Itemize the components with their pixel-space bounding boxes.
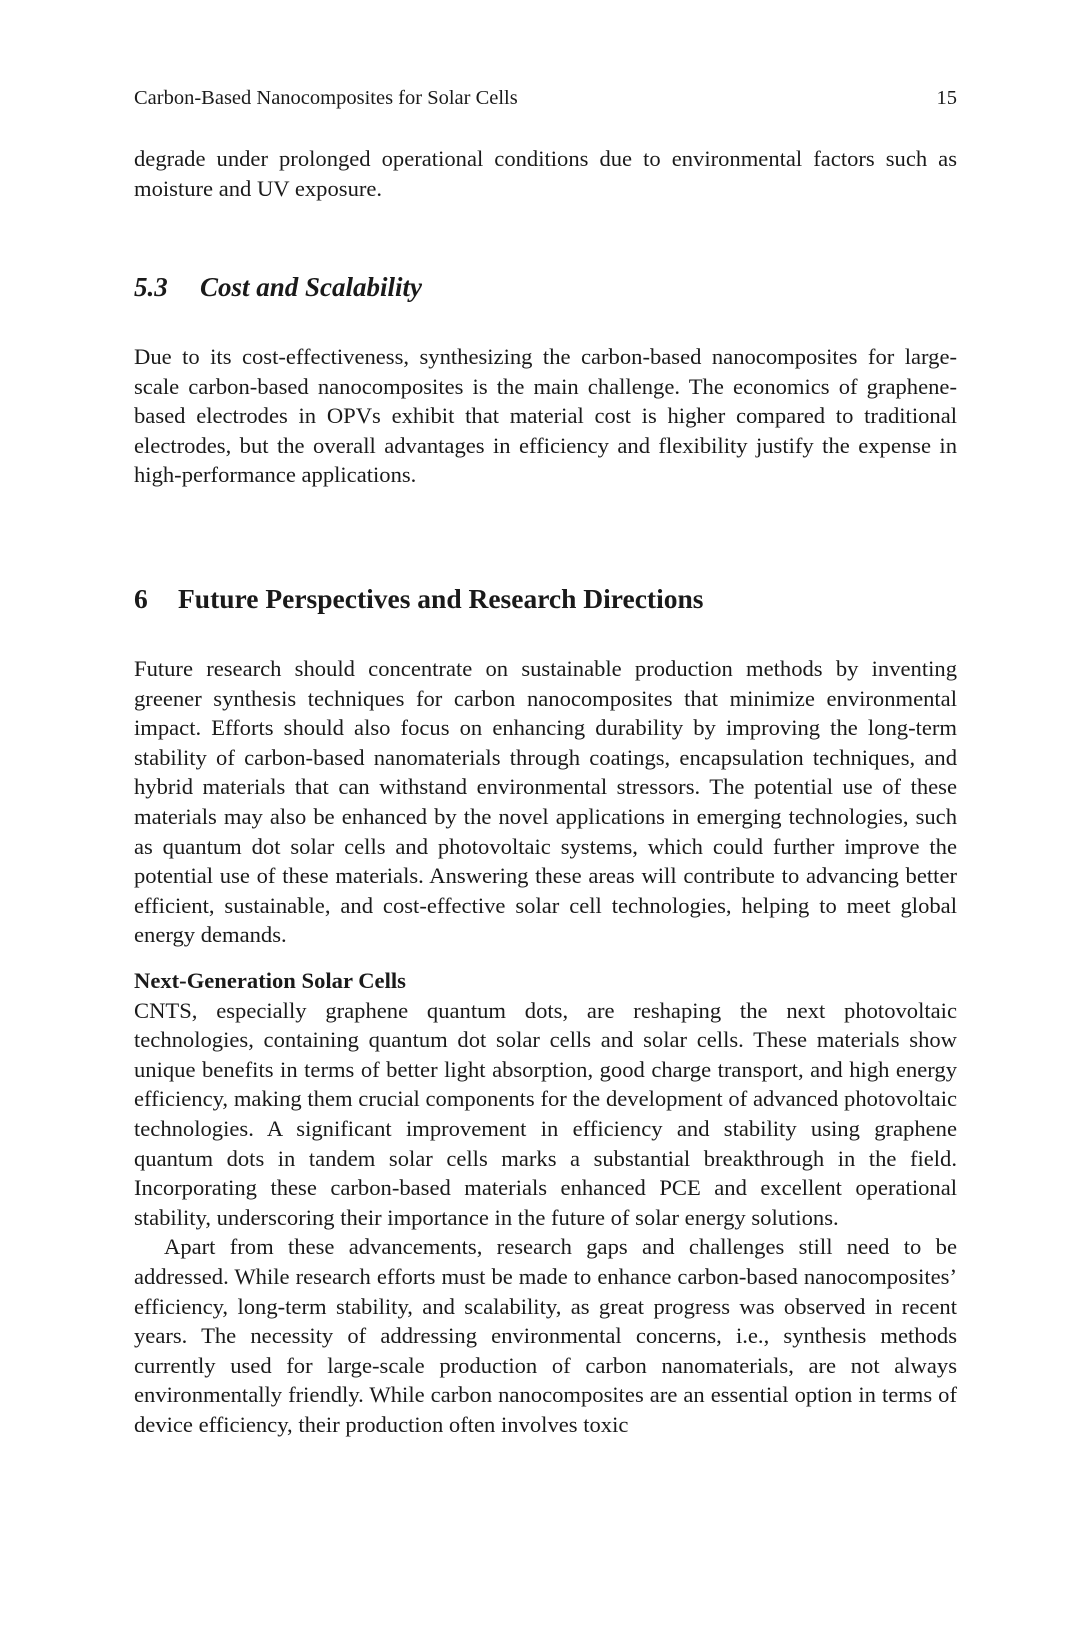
running-head-title: Carbon-Based Nanocomposites for Solar Cells xyxy=(134,87,518,109)
subsection-5-3-body xyxy=(134,342,957,490)
page-number: 15 xyxy=(936,87,957,109)
cost-scalability-paragraph: Due to its cost-effectiveness, synthesizing the carbon-based nanocomposites for large-scale carbon-based nanocomposites is the main challenge. The economics of graphene-based electrodes in OPVs exhibit that material cost is higher compared to traditional electrodes, but the overall advantages in efficiency and flexibility justify the expense in high-performance applications. xyxy=(134,344,957,488)
continuation-block xyxy=(134,144,957,203)
continuation-paragraph: degrade under prolonged operational conditions due to environmental factors such as moisture and UV exposure. xyxy=(134,146,957,201)
future-perspectives-paragraph: Future research should concentrate on sustainable production methods by inventing greener synthesis techniques for carbon nanocomposites that minimize environmental impact. Efforts should also focus on enhancing durability by improving the long-term stability of carbon-based nanomaterials through coatings, encapsulation techniques, and hybrid materials that can withstand environmental stressors. The potential use of these materials may also be enhanced by the novel applications in emerging technologies, such as quantum dot solar cells and photovoltaic systems, which could further improve the potential use of these materials. Answering these areas will contribute to advancing better efficient, sustainable, and cost-effective solar cell technologies, helping to meet global energy demands. xyxy=(134,656,957,948)
subsection-5-3 xyxy=(134,270,957,304)
subsection-title: Cost and Scalability xyxy=(200,272,423,302)
section-heading xyxy=(134,582,957,616)
section-6-body xyxy=(134,654,957,950)
section-title: Future Perspectives and Research Directions xyxy=(178,583,704,614)
next-generation-paragraph-2: Apart from these advancements, research gaps and challenges still need to be addressed. While research efforts must be made to enhance carbon-based nanocomposites’ efficiency, long-term stability, and scalability, as great progress was observed in recent years. The necessity of addressing environmental concerns, i.e., synthesis methods currently used for large-scale production of carbon nanomaterials, are not always environmentally friendly. While carbon nanocomposites are an essential option in terms of device efficiency, their production often involves toxic xyxy=(134,1234,957,1437)
next-generation-heading: Next-Generation Solar Cells xyxy=(134,968,406,993)
next-generation-paragraph-1: CNTS, especially graphene quantum dots, are reshaping the next photovoltaic technologies, containing quantum dot solar cells and solar cells. These materials show unique benefits in terms of better light absorption, good charge transport, and high energy efficiency, making them crucial components for the development of advanced photovoltaic technologies. A significant improvement in efficiency and stability using graphene quantum dots in tandem solar cells marks a substantial breakthrough in the field. Incorporating these carbon-based materials enhanced PCE and excellent operational stability, underscoring their importance in the future of solar energy solutions. xyxy=(134,997,957,1230)
subsection-number: 5.3 xyxy=(134,272,168,302)
section-number: 6 xyxy=(134,583,148,614)
running-head xyxy=(134,86,957,110)
next-generation-block xyxy=(134,966,957,1440)
subsection-heading xyxy=(134,270,957,304)
section-6 xyxy=(134,582,957,616)
